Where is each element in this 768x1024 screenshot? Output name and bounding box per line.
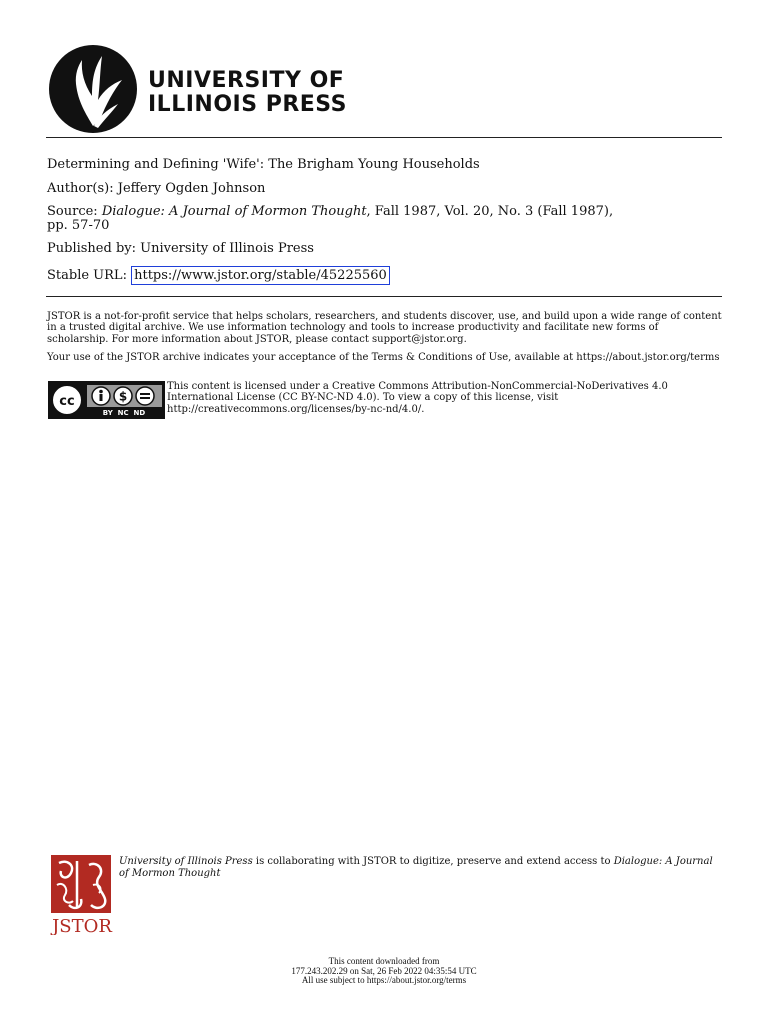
source-label: Source: (47, 204, 98, 219)
collab-middle: is collaborating with JSTOR to digitize, preserve and extend access to (252, 856, 614, 867)
cc-license-badge[interactable] (48, 381, 165, 419)
authors-line (47, 181, 265, 196)
download-footer (184, 957, 584, 986)
collab-publisher: University of Illinois Press (119, 856, 253, 867)
source-pages: pp. 57-70 (47, 218, 110, 233)
jstor-logo (49, 855, 115, 935)
publisher-logo-line2: ILLINOIS PRESS (148, 92, 348, 117)
published-line (47, 241, 314, 256)
collaboration-text (119, 856, 719, 879)
top-divider (46, 137, 722, 138)
svg-text:$: $ (118, 389, 128, 404)
authors-value: Jeffery Ogden Johnson (117, 181, 266, 196)
cc-mark: cc (59, 394, 75, 409)
stable-url-link[interactable]: https://www.jstor.org/stable/45225560 (131, 266, 390, 285)
source-details: , Fall 1987, Vol. 20, No. 3 (Fall 1987), (366, 204, 614, 219)
jstor-wordmark: JSTOR (52, 916, 112, 935)
jstor-terms-text: Your use of the JSTOR archive indicates your acceptance of the Terms & Conditions of Use, available at https://about.jstor.org/terms (47, 352, 720, 363)
nd-icon (136, 387, 154, 405)
collab-journal: Dialogue: A Journal of Mormon Thought (119, 856, 713, 879)
publisher-logo (48, 44, 348, 134)
footer-line3: All use subject to https://about.jstor.org/terms (301, 975, 467, 986)
footer-line1: This content downloaded from (328, 956, 440, 966)
stable-url-line (47, 268, 390, 283)
footer-line2: 177.243.202.29 on Sat, 26 Feb 2022 04:35:54 UTC (291, 965, 477, 976)
published-label: Published by: (47, 241, 136, 256)
cc-badge-graphic (49, 382, 164, 418)
authors-label: Author(s): (47, 181, 114, 196)
stable-url-label: Stable URL: (47, 268, 127, 283)
publisher-logo-line1: UNIVERSITY OF (148, 68, 345, 93)
article-title: Determining and Defining 'Wife': The Brigham Young Households (47, 157, 480, 172)
source-journal: Dialogue: A Journal of Mormon Thought (101, 204, 367, 219)
jstor-about-text: JSTOR is a not-for-profit service that helps scholars, researchers, and students discover, use, and build upon a wide range of content in a trusted digital archive. We use information technology and tools to increase productivity and facilitate new forms of scholarship. For more information about JSTOR, please contact support@jstor.org. (47, 311, 722, 345)
cc-badge-label: BY NC ND (102, 409, 146, 417)
middle-divider (46, 296, 722, 297)
source-line (47, 204, 613, 219)
leaf-flame-icon (48, 44, 138, 134)
license-text: This content is licensed under a Creative Commons Attribution-NonCommercial-NoDerivatives 4.0 International License (CC BY-NC-ND 4.0). To view a copy of this license, visit http://creativecommons.org/licenses/by-nc-nd/4.0/. (167, 381, 668, 415)
published-value: University of Illinois Press (140, 241, 314, 256)
jstor-seal-icon (49, 855, 115, 935)
